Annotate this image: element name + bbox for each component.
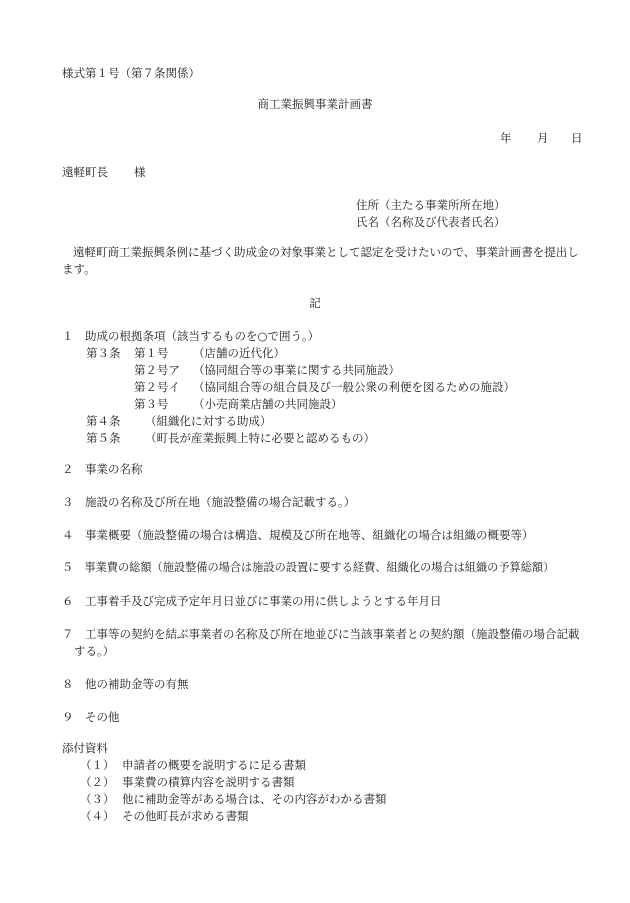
- addressee-name: 遠軽町長: [62, 165, 108, 179]
- article-4-label: 第４条: [86, 414, 121, 428]
- attachment-text: その他町長が求める書類: [122, 809, 249, 823]
- attachment-number: （１）: [80, 758, 115, 772]
- applicant-name-label: 氏名（名称及び代表者氏名）: [356, 215, 506, 229]
- article-4-row: [86, 414, 272, 428]
- article-4-desc: （組織化に対する助成）: [145, 414, 272, 428]
- attachment-item: [80, 775, 295, 789]
- article-3-row: [134, 363, 400, 377]
- attachment-text: 他に補助金等がある場合は、その内容がわかる書類: [122, 792, 387, 806]
- item-4: ４ 事業概要（施設整備の場合は構造、規模及び所在地等、組織化の場合は組織の概要等）: [62, 528, 534, 542]
- attachment-text: 申請者の概要を説明するに足る書類: [122, 758, 306, 772]
- article-5-label: 第５条: [86, 431, 121, 445]
- attachment-item: [80, 809, 249, 823]
- item-5: ５ 事業費の総額（施設整備の場合は施設の設置に要する経費、組織化の場合は組織の予算総額）: [62, 561, 555, 574]
- article-3-row-number: 第１号: [134, 346, 169, 360]
- article-5-row: [86, 431, 375, 445]
- attachments-heading: 添付資料: [62, 741, 108, 755]
- item-7: ７ 工事等の契約を結ぶ事業者の名称及び所在地並びに当該事業者との契約額（施設整備の場合記載する。）: [62, 627, 580, 658]
- addressee-honorific: 様: [134, 165, 146, 179]
- ki-heading: 記: [309, 296, 321, 310]
- attachment-item: [80, 758, 306, 772]
- date-month-label: 月: [537, 131, 549, 145]
- item-6: ６ 工事着手及び完成予定年月日並びに事業の用に供しようとする年月日: [62, 594, 442, 608]
- article-3-row-number: 第３号: [134, 397, 169, 411]
- article-3-row-number: 第２号イ: [134, 380, 180, 394]
- form-number: 様式第１号（第７条関係）: [62, 66, 200, 80]
- applicant-address-label: 住所（主たる事業所所在地）: [356, 198, 506, 212]
- item-1-heading: １ 助成の根拠条項（該当するものを○で囲う。）: [62, 329, 320, 343]
- date-day-label: 日: [571, 131, 583, 145]
- article-3-row: [134, 397, 343, 411]
- article-3-row-number: 第２号ア: [134, 363, 180, 377]
- attachment-text: 事業費の積算内容を説明する書類: [122, 775, 295, 789]
- attachment-number: （３）: [80, 792, 115, 806]
- attachment-number: （２）: [80, 775, 115, 789]
- intro-paragraph: 遠軽町商工業振興条例に基づく助成金の対象事業として認定を受けたいので、事業計画書を提出します。: [62, 245, 579, 276]
- attachment-item: [80, 792, 387, 806]
- item-8: ８ 他の補助金等の有無: [62, 677, 189, 691]
- item-9: ９ その他: [62, 710, 120, 724]
- article-3-label: 第３条: [86, 346, 121, 360]
- item-2: ２ 事業の名称: [62, 462, 143, 476]
- article-3-row-desc: （協同組合等の事業に関する共同施設）: [193, 363, 400, 377]
- article-3-row-desc: （小売商業店舗の共同施設）: [193, 397, 343, 411]
- article-3-row: [134, 380, 515, 394]
- article-3-row-desc: （店舗の近代化）: [193, 346, 285, 360]
- article-3-row-desc: （協同組合等の組合員及び一般公衆の利便を図るための施設）: [193, 380, 515, 394]
- attachment-number: （４）: [80, 809, 115, 823]
- article-5-desc: （町長が産業振興上特に必要と認めるもの）: [145, 431, 375, 445]
- article-3-row: [134, 346, 285, 360]
- document-title: 商工業振興事業計画書: [257, 97, 373, 111]
- item-3: ３ 施設の名称及び所在地（施設整備の場合記載する。）: [62, 495, 356, 509]
- date-year-label: 年: [500, 131, 512, 145]
